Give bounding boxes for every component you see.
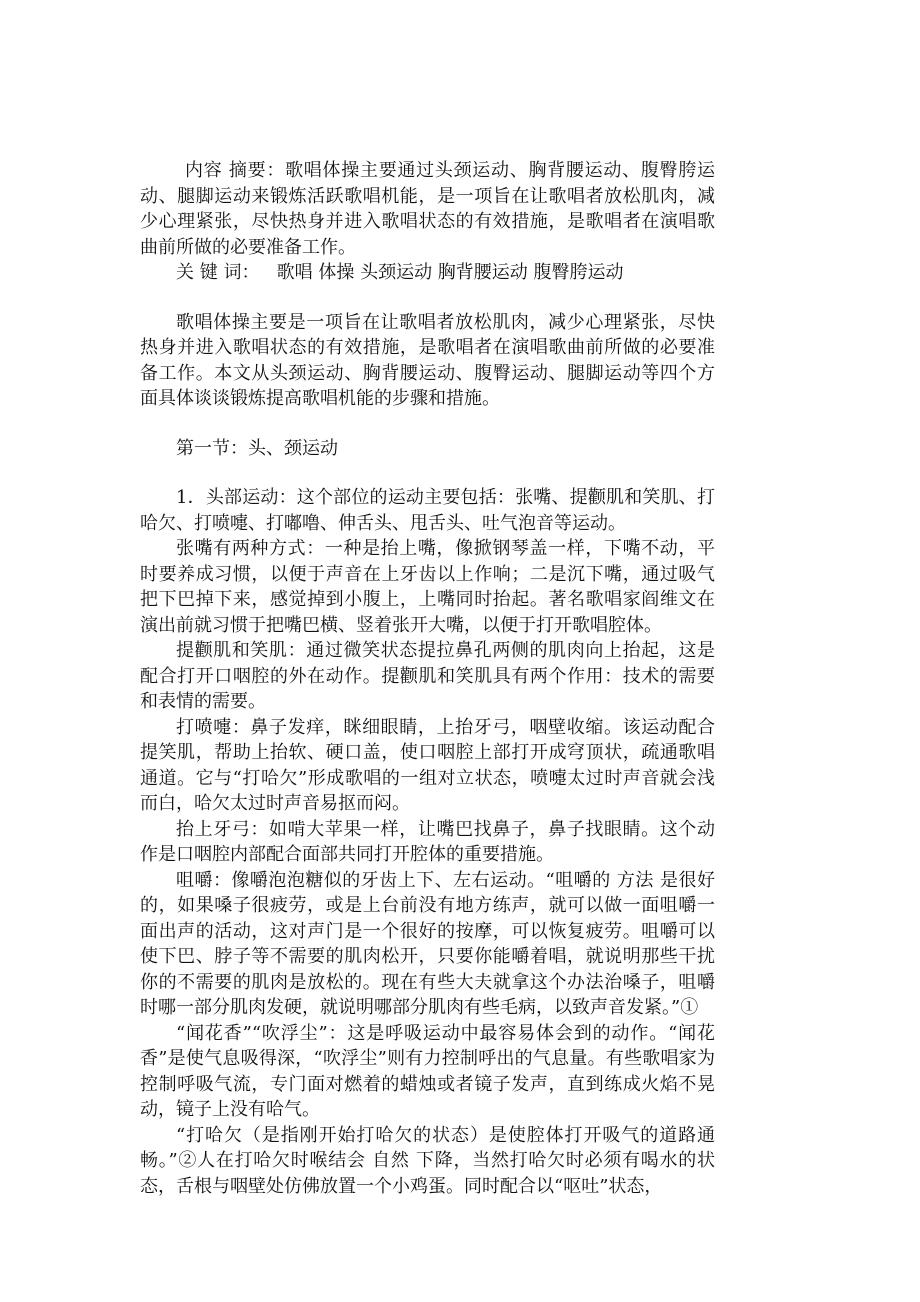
body-paragraph: “打哈欠（是指刚开始打哈欠的状态）是使腔体打开吸气的道路通畅。”②人在打哈欠时喉结会 自然 下降，当然打哈欠时必须有喝水的状态，舌根与咽壁处仿佛放置一个小鸡蛋。同时配合以“呕吐”状态， <box>140 1124 715 1197</box>
body-paragraph: “闻花香”“吹浮尘”：这是呼吸运动中最容易体会到的动作。“闻花香”是使气息吸得深，“吹浮尘”则有力控制呼出的气息量。有些歌唱家为控制呼吸气流，专门面对燃着的蜡烛或者镜子发声，直到练成火焰不晃动，镜子上没有哈气。 <box>140 1022 715 1120</box>
abstract-paragraph: 内容 摘要：歌唱体操主要通过头颈运动、胸背腰运动、腹臀胯运动、腿脚运动来锻炼活跃歌唱机能，是一项旨在让歌唱者放松肌肉，减少心理紧张，尽快热身并进入歌唱状态的有效措施，是歌唱者在演唱歌曲前所做的必要准备工作。 <box>140 160 715 258</box>
keywords-label: 关 键 词： <box>176 262 260 283</box>
body-paragraph: 1．头部运动：这个部位的运动主要包括：张嘴、提颧肌和笑肌、打哈欠、打喷嚏、打嘟噜、伸舌头、甩舌头、吐气泡音等运动。 <box>140 487 715 534</box>
intro-paragraph: 歌唱体操主要是一项旨在让歌唱者放松肌肉，减少心理紧张，尽快热身并进入歌唱状态的有效措施，是歌唱者在演唱歌曲前所做的必要准备工作。本文从头颈运动、胸背腰运动、腹臀运动、腿脚运动等四个方面具体谈谈锻炼提高歌唱机能的步骤和措施。 <box>140 311 715 409</box>
body-paragraph: 抬上牙弓：如啃大苹果一样，让嘴巴找鼻子，鼻子找眼睛。这个动作是口咽腔内部配合面部共同打开腔体的重要措施。 <box>140 818 715 865</box>
body-paragraph: 打喷嚏：鼻子发痒，眯细眼睛，上抬牙弓，咽壁收缩。该运动配合提笑肌，帮助上抬软、硬口盖，使口咽腔上部打开成穹顶状，疏通歌唱通道。它与“打哈欠”形成歌唱的一组对立状态，喷嚏太过时声音就会浅而白，哈欠太过时声音易抠而闷。 <box>140 716 715 814</box>
keywords-line <box>140 260 715 286</box>
body-paragraph: 提颧肌和笑肌：通过微笑状态提拉鼻孔两侧的肌肉向上抬起，这是配合打开口咽腔的外在动作。提颧肌和笑肌具有两个作用：技术的需要和表情的需要。 <box>140 640 715 712</box>
spacer <box>140 286 715 310</box>
section-heading: 第一节：头、颈运动 <box>176 437 338 459</box>
keywords-list: 歌唱 体操 头颈运动 胸背腰运动 腹臀胯运动 <box>276 262 624 283</box>
spacer <box>140 412 715 436</box>
body-paragraph: 咀嚼：像嚼泡泡糖似的牙齿上下、左右运动。“咀嚼的 方法 是很好的，如果嗓子很疲劳，或是上台前没有地方练声，就可以做一面咀嚼一面出声的活动，这对声门是一个很好的按摩，可以恢复疲劳。咀嚼可以使下巴、脖子等不需要的肌肉松开，只要你能嚼着唱，就说明那些干扰你的不需要的肌肉是放松的。现在有些大夫就拿这个办法治嗓子，咀嚼时哪一部分肌肉发硬，就说明哪部分肌肉有些毛病，以致声音发紧。”① <box>140 869 715 1018</box>
document-body <box>140 158 715 1199</box>
spacer <box>140 461 715 485</box>
body-paragraph: 张嘴有两种方式：一种是抬上嘴，像掀钢琴盖一样，下嘴不动，平时要养成习惯，以便于声音在上牙齿以上作响；二是沉下嘴，通过吸气把下巴掉下来，感觉掉到小腹上，上嘴同时抬起。著名歌唱家阎维文在演出前就习惯于把嘴巴横、竖着张开大嘴，以便于打开歌唱腔体。 <box>140 538 715 636</box>
